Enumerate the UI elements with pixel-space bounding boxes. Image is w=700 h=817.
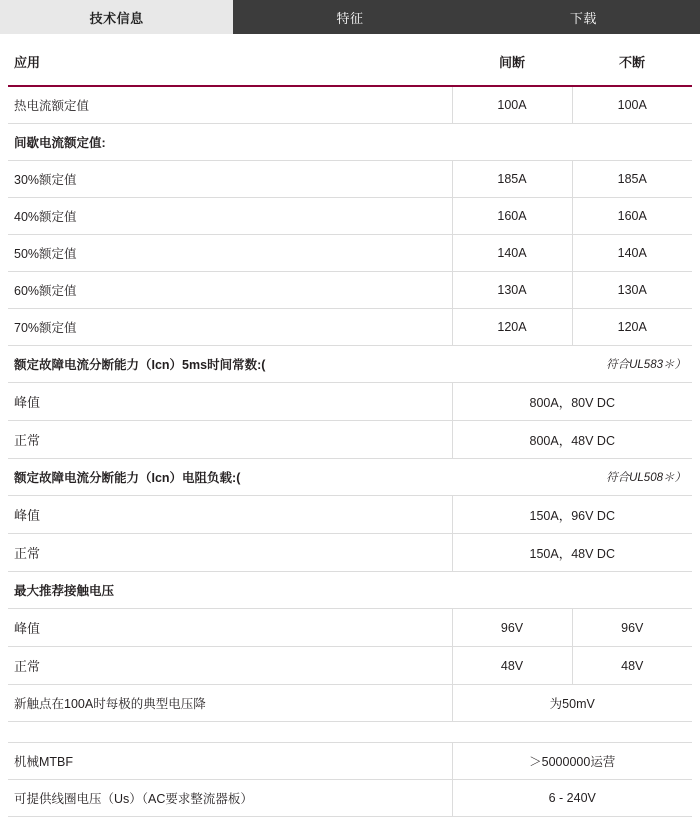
row-label: 70%额定值 — [8, 309, 452, 346]
row-label: 40%额定值 — [8, 198, 452, 235]
row-value-merged: ＞5000000运营 — [452, 743, 692, 780]
row-value-merged: 800A，80V DC — [452, 383, 692, 421]
table-row — [8, 647, 692, 685]
row-value-continuous: 96V — [572, 609, 692, 647]
row-value-continuous: 100A — [572, 86, 692, 124]
row-value-merged: 150A，96V DC — [452, 496, 692, 534]
tab-downloads[interactable] — [467, 0, 700, 34]
tab-label: 技术信息 — [89, 10, 144, 26]
table-row — [8, 421, 692, 459]
row-label: 新触点在100A时每极的典型电压降 — [8, 685, 452, 722]
row-label: 正常 — [8, 647, 452, 685]
table-row — [8, 86, 692, 124]
section-note — [452, 124, 692, 161]
row-value-interrupting: 96V — [452, 609, 572, 647]
row-value-interrupting: 160A — [452, 198, 572, 235]
row-value-merged: 150A，48V DC — [452, 534, 692, 572]
row-label: 峰值 — [8, 383, 452, 421]
table-row — [8, 534, 692, 572]
row-value-continuous: 140A — [572, 235, 692, 272]
table-row — [8, 609, 692, 647]
table-row-section — [8, 346, 692, 383]
header-continuous: 不断 — [572, 34, 692, 86]
table-row — [8, 383, 692, 421]
table-head — [8, 34, 692, 86]
table-row — [8, 272, 692, 309]
row-value-interrupting: 48V — [452, 647, 572, 685]
row-label: 正常 — [8, 421, 452, 459]
table-row — [8, 685, 692, 722]
table-row — [8, 309, 692, 346]
section-label: 额定故障电流分断能力（Icn）电阻负载:( — [8, 459, 452, 496]
row-label: 热电流额定值 — [8, 86, 452, 124]
row-label: 正常 — [8, 534, 452, 572]
row-value-continuous: 48V — [572, 647, 692, 685]
section-note — [452, 459, 692, 496]
table-header-row — [8, 34, 692, 86]
table-row — [8, 235, 692, 272]
tab-bar — [0, 0, 700, 34]
table-row-section — [8, 572, 692, 609]
header-application: 应用 — [8, 34, 452, 86]
row-value-interrupting: 140A — [452, 235, 572, 272]
table-row-section — [8, 459, 692, 496]
row-value-interrupting: 120A — [452, 309, 572, 346]
row-value-continuous: 185A — [572, 161, 692, 198]
section-note — [452, 572, 692, 609]
section-label: 间歇电流额定值: — [8, 124, 452, 161]
table-row-section — [8, 124, 692, 161]
row-label: 30%额定值 — [8, 161, 452, 198]
tab-label: 下载 — [569, 10, 597, 26]
row-value-interrupting: 185A — [452, 161, 572, 198]
table-row — [8, 743, 692, 780]
row-label: 50%额定值 — [8, 235, 452, 272]
specifications-table — [8, 34, 692, 817]
standard-note: 符合UL583＊） — [606, 359, 686, 371]
row-value-continuous: 120A — [572, 309, 692, 346]
section-label: 额定故障电流分断能力（Icn）5ms时间常数:( — [8, 346, 452, 383]
row-value-merged: 为50mV — [452, 685, 692, 722]
row-value-continuous: 160A — [572, 198, 692, 235]
table-row-spacer — [8, 722, 692, 743]
tab-label: 特征 — [336, 10, 364, 26]
table-row — [8, 780, 692, 817]
row-value-interrupting: 130A — [452, 272, 572, 309]
row-label: 机械MTBF — [8, 743, 452, 780]
row-value-merged: 6 - 240V — [452, 780, 692, 817]
row-value-interrupting: 100A — [452, 86, 572, 124]
row-label: 可提供线圈电压（Us）（AC要求整流器板） — [8, 780, 452, 817]
header-interrupting: 间断 — [452, 34, 572, 86]
row-value-continuous: 130A — [572, 272, 692, 309]
table-row — [8, 161, 692, 198]
table-row — [8, 198, 692, 235]
spec-table-container — [0, 34, 700, 817]
spacer-cell — [8, 722, 692, 743]
table-body — [8, 86, 692, 817]
row-label: 60%额定值 — [8, 272, 452, 309]
table-row — [8, 496, 692, 534]
standard-note: 符合UL508＊） — [606, 472, 686, 484]
section-label: 最大推荐接触电压 — [8, 572, 452, 609]
row-value-merged: 800A，48V DC — [452, 421, 692, 459]
row-label: 峰值 — [8, 496, 452, 534]
tab-features[interactable] — [233, 0, 466, 34]
row-label: 峰值 — [8, 609, 452, 647]
tab-technical-information[interactable] — [0, 0, 233, 34]
section-note — [452, 346, 692, 383]
